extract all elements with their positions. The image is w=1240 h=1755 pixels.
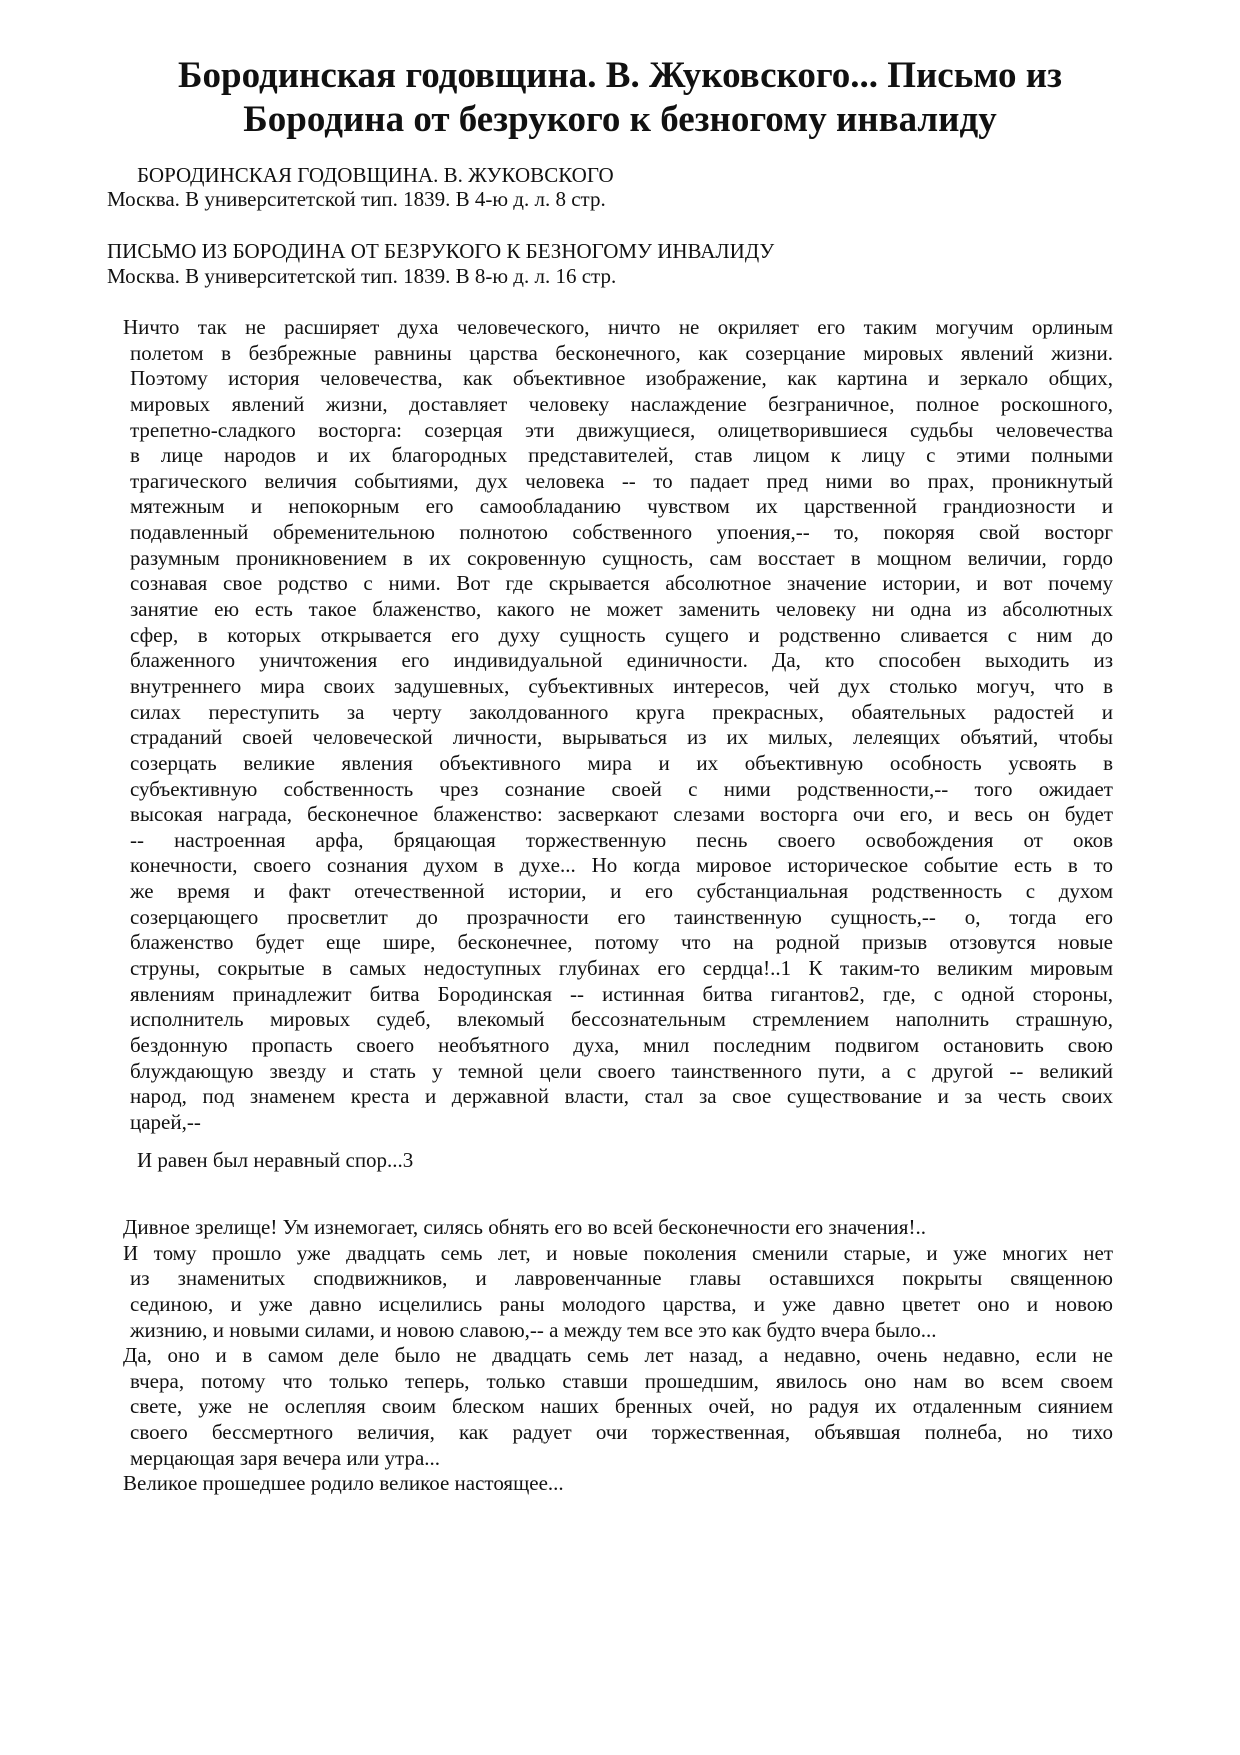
- text-line: блуждающую звезду и стать у темной цели своего таинственного пути, а с другой -- великий: [130, 1058, 1113, 1083]
- text-line: блаженного уничтожения его индивидуальной единичности. Да, кто способен выходить из: [130, 648, 1113, 673]
- text-line: созерцать великие явления объективного мира и их объективную особность усвоять в: [130, 750, 1113, 775]
- text-line: трепетно-сладкого восторга: созерцая эти движущиеся, олицетворившиеся судьбы человечества: [130, 417, 1113, 442]
- verse-quote: И равен был неравный спор...3: [137, 1147, 414, 1172]
- text-line: из знаменитых сподвижников, и лавровенчанные главы оставшихся покрыты священною: [130, 1266, 1113, 1291]
- text-line: сознавая свое родство с ними. Вот где скрывается абсолютное значение истории, и вот почему: [130, 571, 1113, 596]
- text-line: мировых явлений жизни, доставляет человеку наслаждение безграничное, полное роскошного,: [130, 391, 1113, 416]
- text-line: созерцающего просветлит до прозрачности его таинственную сущность,-- о, тогда его: [130, 904, 1113, 929]
- text-line: сфер, в которых открывается его духу сущность сущего и родственно сливается с ним до: [130, 622, 1113, 647]
- text-line: же время и факт отечественной истории, и его субстанциальная родственность с духом: [130, 879, 1113, 904]
- text-line: своего бессмертного величия, как радует очи торжественная, объявшая полнеба, но тихо: [130, 1420, 1113, 1445]
- title-line-2: Бородина от безрукого к безногому инвалиду: [243, 99, 997, 140]
- text-line: субъективную собственность чрез сознание своей с ними родственности,-- того ожидает: [130, 776, 1113, 801]
- body-paragraph-1: [123, 315, 1113, 1173]
- text-line: силах переступить за черту заколдованного круга прекрасных, обаятельных радостей и: [130, 699, 1113, 724]
- text-line: блаженство будет еще шире, бесконечнее, потому что на родной призыв отзовутся новые: [130, 930, 1113, 955]
- text-line: высокая награда, бесконечное блаженство: засверкают слезами восторга очи его, и весь он будет: [130, 802, 1113, 827]
- text-line: вчера, потому что только теперь, только ставши прошедшим, явилось оно нам во всем своем: [130, 1368, 1113, 1393]
- text-line: разумным проникновением в их сокровенную сущность, сам восстает в мощном величии, гордо: [130, 545, 1113, 570]
- text-line: Поэтому история человечества, как объективное изображение, как картина и зеркало общих,: [130, 366, 1113, 391]
- text-line: жизнию, и новыми силами, и новою славою,-- а между тем все это как будто вчера было...: [130, 1317, 937, 1342]
- text-line: царей,--: [130, 1109, 201, 1134]
- text-line: И тому прошло уже двадцать семь лет, и новые поколения сменили старые, и уже многих нет: [123, 1240, 1113, 1265]
- text-line: мерцающая заря вечера или утра...: [130, 1445, 441, 1470]
- text-line: трагического величия событиями, дух человека -- то падает пред ними во прах, проникнутый: [130, 468, 1113, 493]
- text-line: исполнитель мировых судеб, влекомый бессознательным стремлением наполнить страшную,: [130, 1007, 1113, 1032]
- document-title: [0, 54, 1240, 142]
- text-line: свете, уже не ослепляя своим блеском наших бренных очей, но радуя их отдаленным сиянием: [130, 1394, 1113, 1419]
- text-line: сединою, и уже давно исцелились раны молодого царства, и уже давно цветет оно и новою: [130, 1291, 1113, 1316]
- text-line: внутреннего мира своих задушевных, субъективных интересов, чей дух столько могуч, что в: [130, 673, 1113, 698]
- text-line: конечности, своего сознания духом в духе... Но когда мировое историческое событие есть в то: [130, 853, 1113, 878]
- text-line: -- настроенная арфа, бряцающая торжественную песнь своего освобождения от оков: [130, 827, 1113, 852]
- title-line-1: Бородинская годовщина. В. Жуковского... Письмо из: [178, 55, 1062, 96]
- text-line: Ничто так не расширяет духа человеческого, ничто не окриляет его таким могучим орлиным: [123, 315, 1113, 339]
- review-header-1-title: БОРОДИНСКАЯ ГОДОВЩИНА. В. ЖУКОВСКОГО: [137, 163, 614, 187]
- text-line: полетом в безбрежные равнины царства бесконечного, как созерцание мировых явлений жизни.: [130, 340, 1113, 365]
- text-line: страданий своей человеческой личности, вырываться из их милых, лелеящих объятий, чтобы: [130, 725, 1113, 750]
- text-line: занятие ею есть такое блаженство, какого не может заменить человеку ни одна из абсолютных: [130, 597, 1113, 622]
- text-line: бездонную пропасть своего необъятного духа, мнил последним подвигом остановить свою: [130, 1032, 1113, 1057]
- text-line: Да, оно и в самом деле было не двадцать семь лет назад, а недавно, очень недавно, если не: [123, 1343, 1113, 1368]
- text-line: мятежным и непокорным его самообладанию чувством их царственной грандиозности и: [130, 494, 1113, 519]
- review-header-2-title: ПИСЬМО ИЗ БОРОДИНА ОТ БЕЗРУКОГО К БЕЗНОГОМУ ИНВАЛИДУ: [107, 239, 775, 263]
- review-header-1-imprint: Москва. В университетской тип. 1839. В 4-ю д. л. 8 стр.: [107, 187, 606, 211]
- text-line: явлениям принадлежит битва Бородинская -- истинная битва гигантов2, где, с одной стороны,: [130, 981, 1113, 1006]
- text-line: струны, сокрытые в самых недоступных глубинах его сердца!..1 К таким-то великим мировым: [130, 956, 1113, 981]
- text-line: народ, под знаменем креста и державной власти, стал за свое существование и за честь своих: [130, 1084, 1113, 1109]
- body-paragraph-2: [123, 1215, 1113, 1497]
- text-line: Великое прошедшее родило великое настоящее...: [123, 1471, 564, 1496]
- review-header-2-imprint: Москва. В университетской тип. 1839. В 8-ю д. л. 16 стр.: [107, 264, 617, 288]
- text-line: в лице народов и их благородных представителей, став лицом к лицу с этими полными: [130, 443, 1113, 468]
- text-line: подавленный обременительною полнотою собственного упоения,-- то, покоряя свой восторг: [130, 520, 1113, 545]
- text-line: Дивное зрелище! Ум изнемогает, силясь обнять его во всей бесконечности его значения!..: [123, 1215, 926, 1239]
